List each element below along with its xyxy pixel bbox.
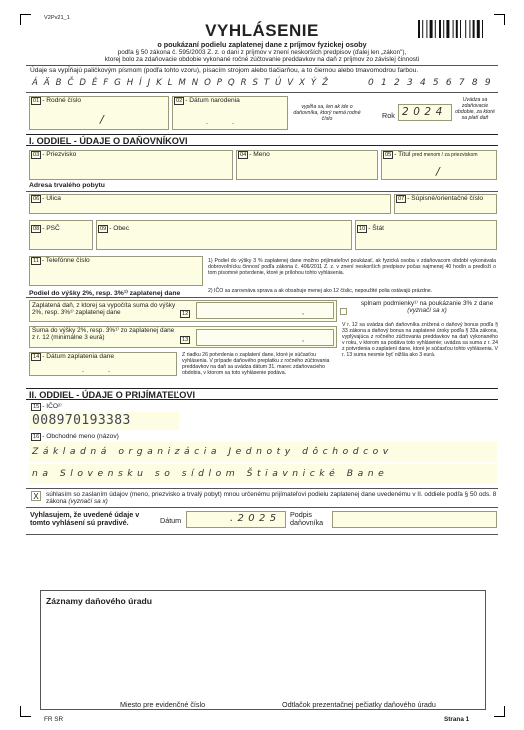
row-14-dot-2: . <box>108 365 110 374</box>
datum-value: . 2 0 2 5 <box>230 513 277 524</box>
footnote-2: 2) IČO sa zarovnáva sprava a ak obsahuje menej ako 12 číslic, nepoužité polia ostávajú prázdne. <box>208 288 433 294</box>
rodne-cislo-label: 01 - Rodné číslo <box>33 97 82 104</box>
ico-label: 15 - IČO²⁾ <box>33 403 62 410</box>
ulica-label: 06 - Ulica <box>33 195 61 202</box>
datum-label: Dátum <box>160 516 182 525</box>
form-title: VYHLÁSENIE <box>205 21 319 40</box>
datum-narodenia-label: 02 - Dátum narodenia <box>176 97 240 104</box>
row-14-note: Z riadku 26 potvrdenia o zaplatení dane, ktoré je súčasťou vyhlásenia. V prípade daňového preplatku z ročného zúčtovania preddavkov na daň sa uvádza dátum 31. marec zdaňovacieho obdobia, v ktorom sa toto vyhlásenie podáva. <box>182 352 330 376</box>
podiel-label: Podiel do výšky 2%, resp. 3%¹⁾ zaplatenej dane <box>29 290 181 297</box>
cislo-label: 07 - Súpisné/orientačné číslo <box>398 195 484 202</box>
ulica-field[interactable] <box>29 194 391 214</box>
form-code: V2Pv21_1 <box>44 15 70 21</box>
row-14-label: 14 - Dátum zaplatenia dane <box>33 353 115 360</box>
section-2-title: II. ODDIEL - ÚDAJE O PRIJÍMATEĽOVI <box>26 388 498 400</box>
podpis-label: Podpis daňovníka <box>290 510 324 527</box>
podpis-field[interactable] <box>332 511 497 528</box>
section-1-title: I. ODDIEL - ÚDAJE O DAŇOVNÍKOVI <box>26 134 498 146</box>
datum-note: vypĺňa sa, len ak ide o daňovníka, ktorý nemá rodné číslo <box>293 104 361 122</box>
row-13-field[interactable] <box>196 329 334 346</box>
obchodne-meno-text-2: n a S l o v e n s k u s o s í d l o m Š t i a v n i c k é B a n e <box>32 468 385 479</box>
divider <box>26 65 498 66</box>
psc-label: 08 - PSČ <box>33 225 60 232</box>
evidencne-cislo-label: Miesto pre evidenčné číslo <box>120 700 206 709</box>
sample-digits: 0 1 2 3 4 5 6 7 8 9 <box>368 78 493 88</box>
form-subtitle: o poukázaní podielu zaplatenej dane z príjmov fyzickej osoby <box>157 40 367 49</box>
footnote-1: 1) Podiel do výšky 3 % zaplatenej dane možno prijímateľovi poukázať, ak fyzická osoba v zdaňovacom období vykonávala dobrovoľnícku činnosť podľa zákona č. 406/2011 Z. z. v znení neskorších predpisov počas najmenej 40 hodín a predloží o tom písomné potvrdenie, ktoré je prílohou tohto vyhlásenia. <box>208 258 496 276</box>
row-12-number: 12 <box>182 311 189 317</box>
meno-label: 04 - Meno <box>240 151 270 158</box>
crop-mark-bottom-right <box>494 706 505 717</box>
consent-checkbox[interactable]: X <box>31 491 41 501</box>
podmienky-label: splnam podmienky¹⁾ na poukázanie 3% z dane (vyznačí sa x) <box>360 300 494 315</box>
row-13-decimal: , <box>302 334 304 343</box>
row-14-dot-1: . <box>82 365 84 374</box>
obchodne-meno-label: 16 - Obchodné meno (názov) <box>33 433 119 440</box>
row-13-number: 13 <box>182 337 189 343</box>
footer-right: Strana 1 <box>444 716 470 723</box>
rok-value: 2 0 2 4 <box>402 106 443 118</box>
divider <box>26 488 498 489</box>
declaration-text: Vyhlasujem, že uvedené údaje v tomto vyhlásení sú pravdivé. <box>30 510 140 528</box>
intro-line-1: podľa § 50 zákona č. 595/2003 Z. z. o dani z príjmov v znení neskorších predpisov (ďalej len „zákon"), <box>117 49 407 56</box>
obec-field[interactable] <box>96 220 352 250</box>
divider <box>26 507 498 508</box>
datum-dot-2: . <box>232 117 234 126</box>
instructions: Údaje sa vypĺňajú paličkovým písmom (podľa tohto vzoru), písacím strojom alebo tlačiarňou, a to čiernou alebo tmavomodrou farbou. <box>30 67 419 74</box>
intro-line-2: ktorej bolo za zdaňovacie obdobie vykonané ročné zúčtovanie preddavkov na daň z príjmov zo závislej činnosti <box>104 56 420 63</box>
titul-slash: / <box>436 165 440 178</box>
row-12-text: Zaplatená daň, z ktorej sa vypočíta suma do výšky 2%, resp. 3%¹⁾ zaplatenej dane <box>32 302 176 317</box>
row-12-field[interactable] <box>196 302 334 319</box>
row-13-text: Suma do výšky 2%, resp. 3%¹⁾ zo zaplatenej dane z r. 12 (minimálne 3 eurá) <box>32 327 175 342</box>
priezvisko-label: 03 - Priezvisko <box>33 151 77 158</box>
obec-label: 09 - Obec <box>100 225 130 232</box>
titul-label: 05 - Titul pred menom / za priezviskom <box>385 151 478 158</box>
office-records-box <box>40 590 486 710</box>
rok-label: Rok <box>382 111 395 120</box>
barcode <box>418 20 494 38</box>
divider <box>26 534 498 535</box>
ico-value: 008970193383 <box>32 413 131 428</box>
stat-label: 10 - Štát <box>359 225 384 232</box>
divider <box>26 92 498 93</box>
obchodne-meno-text-1: Z á k l a d n á o r g a n i z á c i a J e d n o t y d ô c h o d c o v <box>32 446 390 457</box>
footer-left: FR SR <box>44 716 64 723</box>
office-records-title: Záznamy daňového úradu <box>46 596 153 606</box>
datum-dot-1: . <box>206 117 208 126</box>
crop-mark-bottom-left <box>20 706 31 717</box>
peciatka-label: Odtlačok prezentačnej pečiatky daňového úradu <box>282 700 436 709</box>
divider <box>26 191 498 192</box>
adresa-label: Adresa trvalého pobytu <box>29 182 105 189</box>
consent-text: súhlasím so zaslaním údajov (meno, priezvisko a trvalý pobyt) mnou určenému prijímateľovi podielu zaplatenej dane uvedenému v II. oddiele podľa § 50 ods. 8 zákona (vyznačí sa x) <box>46 491 497 506</box>
row-13-note: V r. 12 sa uvádza daň daňovníka znížená o daňový bonus podľa § 33 zákona a daňový bonus na zaplatené úroky podľa § 33a zákona, vyplývajúca z ročného zúčtovania preddavkov na daň vykonaného v roku, v ktorom sa podáva toto vyhlásenie; uvádza sa suma z r. 24 z potvrdenia o zaplatení dane, ktoré je súčasťou tohto vyhlásenia. V r. 13 suma nesmie byť nižšia ako 3 eurá. <box>342 322 498 358</box>
sample-letters: Á Ä B Č D É F G H Í J K L M N O P Q R S T Ú V X Ý Ž <box>32 78 330 88</box>
telefon-label: 11 - Telefónne číslo <box>33 257 90 264</box>
row-12-decimal: , <box>302 307 304 316</box>
podmienky-checkbox[interactable] <box>340 308 347 315</box>
rok-note: Uvádza sa zdaňovacie obdobie, za ktoré sa platí daň <box>455 97 495 121</box>
divider <box>26 297 498 298</box>
rodne-cislo-slash: / <box>100 113 104 126</box>
